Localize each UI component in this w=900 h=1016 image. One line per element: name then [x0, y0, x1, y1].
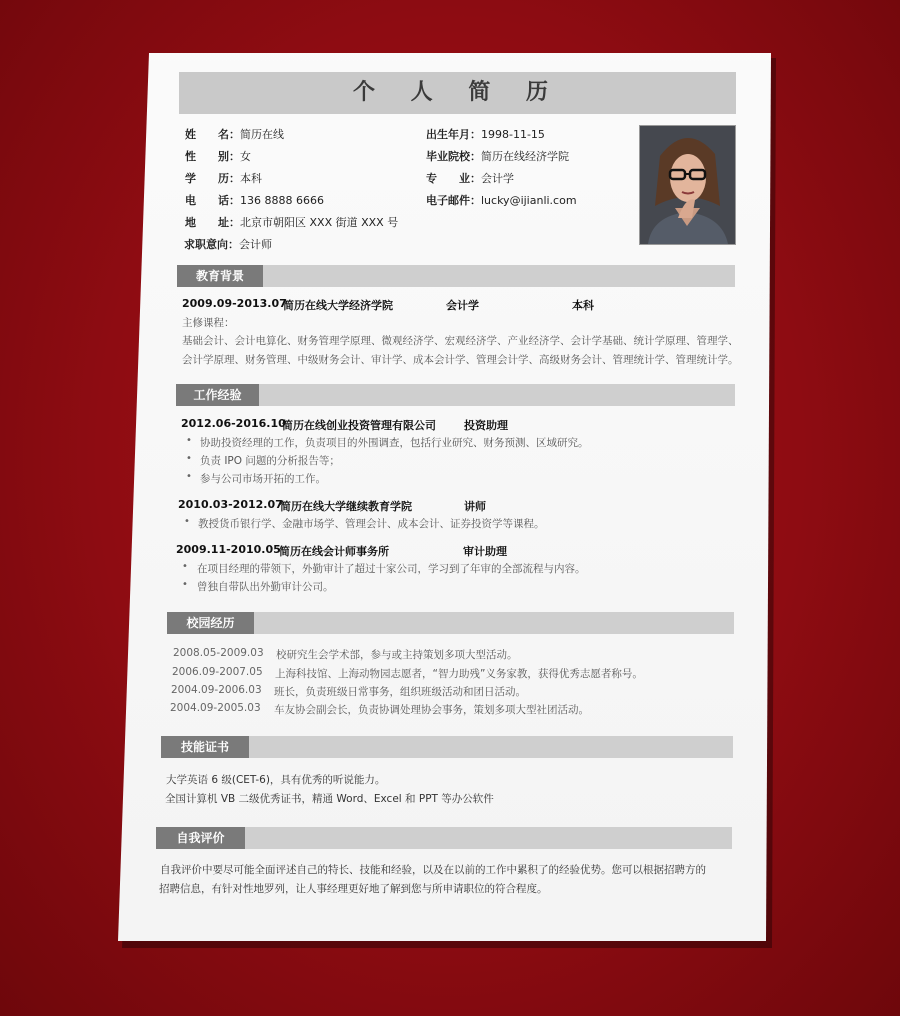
campus-period-3: 2004.09-2006.03	[171, 684, 262, 696]
section-title-campus: 校园经历	[167, 612, 254, 634]
label-birth: 出生年月：	[426, 128, 481, 141]
job3-role: 审计助理	[463, 545, 507, 558]
bullet-icon: •	[184, 516, 190, 527]
job2-period: 2010.03-2012.07	[178, 498, 283, 511]
label-degree: 学 历：	[185, 172, 240, 185]
self-line2: 招聘信息，有针对性地罗列，让人事经理更好地了解到您与所申请职位的符合程度。	[159, 883, 548, 895]
section-bar-work	[176, 384, 735, 406]
profile-photo	[639, 125, 736, 245]
section-title-work: 工作经验	[176, 384, 259, 406]
job2-item1: 教授货币银行学、金融市场学、管理会计、成本会计、证券投资学等课程。	[198, 518, 545, 530]
job1-item3: 参与公司市场开拓的工作。	[200, 473, 326, 485]
bullet-icon: •	[186, 471, 192, 482]
label-name: 姓 名：	[185, 128, 240, 141]
edu-courses-label: 主修课程：	[182, 317, 235, 329]
job1-company: 简历在线创业投资管理有限公司	[282, 419, 436, 432]
info-degree	[185, 170, 262, 186]
info-gender	[185, 148, 251, 164]
skills-line1: 大学英语 6 级(CET-6)，具有优秀的听说能力。	[166, 774, 386, 786]
job1-item2: 负责 IPO 问题的分析报告等；	[200, 455, 340, 467]
job3-period: 2009.11-2010.05	[176, 543, 281, 556]
label-phone: 电 话：	[185, 194, 240, 207]
info-name	[185, 126, 284, 142]
label-major: 专 业：	[426, 172, 481, 185]
page-title: 个 人 简 历	[353, 80, 562, 105]
info-school	[426, 148, 569, 164]
campus-desc-4: 车友协会副会长，负责协调处理协会事务，策划多项大型社团活动。	[274, 704, 589, 716]
campus-period-4: 2004.09-2005.03	[170, 702, 261, 714]
value-school: 简历在线经济学院	[481, 150, 569, 163]
info-intent	[184, 236, 272, 252]
job3-item2: 曾独自带队出外勤审计公司。	[197, 581, 334, 593]
edu-degree: 本科	[572, 299, 594, 312]
label-school: 毕业院校：	[426, 150, 481, 163]
job1-item1: 协助投资经理的工作，负责项目的外围调查，包括行业研究、财务预测、区域研究。	[200, 437, 589, 449]
bullet-icon: •	[186, 453, 192, 464]
label-address: 地 址：	[185, 216, 240, 229]
bullet-icon: •	[182, 579, 188, 590]
value-address: 北京市朝阳区 XXX 街道 XXX 号	[240, 216, 399, 229]
campus-period-2: 2006.09-2007.05	[172, 666, 263, 678]
job3-company: 简历在线会计师事务所	[279, 545, 389, 558]
campus-desc-3: 班长，负责班级日常事务，组织班级活动和团日活动。	[274, 686, 526, 698]
bullet-icon: •	[182, 561, 188, 572]
job2-role: 讲师	[464, 500, 486, 513]
value-birth: 1998-11-15	[481, 128, 545, 141]
section-title-skills: 技能证书	[161, 736, 249, 758]
value-phone: 136 8888 6666	[240, 194, 324, 207]
portrait-icon	[640, 126, 735, 244]
campus-desc-1: 校研究生会学术部，参与或主持策划多项大型活动。	[276, 649, 518, 661]
edu-courses-line2: 会计学原理、财务管理、中级财务会计、审计学、成本会计学、管理会计学、高级财务会计、管理统计学、管理统计学。	[182, 354, 739, 366]
info-email	[426, 192, 577, 208]
value-name: 简历在线	[240, 128, 284, 141]
job1-period: 2012.06-2016.10	[181, 417, 286, 430]
info-major	[426, 170, 514, 186]
campus-period-1: 2008.05-2009.03	[173, 647, 264, 659]
value-major: 会计学	[481, 172, 514, 185]
info-birth	[426, 126, 545, 142]
bullet-icon: •	[186, 435, 192, 446]
campus-desc-2: 上海科技馆、上海动物园志愿者，“智力助残”义务家教，获得优秀志愿者称号。	[275, 668, 643, 680]
label-intent: 求职意向：	[184, 238, 239, 251]
section-title-self: 自我评价	[156, 827, 245, 849]
edu-major: 会计学	[446, 299, 479, 312]
job3-item1: 在项目经理的带领下，外勤审计了超过十家公司，学习到了年审的全部流程与内容。	[197, 563, 586, 575]
edu-courses-line1: 基础会计、会计电算化、财务管理学原理、微观经济学、宏观经济学、产业经济学、会计学基础、统计学原理、管理学、	[182, 335, 739, 347]
value-gender: 女	[240, 150, 251, 163]
info-address	[185, 214, 398, 230]
job1-role: 投资助理	[464, 419, 508, 432]
label-gender: 性 别：	[185, 150, 240, 163]
job2-company: 简历在线大学继续教育学院	[280, 500, 412, 513]
edu-school: 简历在线大学经济学院	[283, 299, 393, 312]
label-email: 电子邮件：	[426, 194, 481, 207]
value-degree: 本科	[240, 172, 262, 185]
edu-period: 2009.09-2013.07	[182, 297, 287, 310]
skills-line2: 全国计算机 VB 二级优秀证书，精通 Word、Excel 和 PPT 等办公软件	[165, 793, 494, 805]
info-phone	[185, 192, 324, 208]
value-email: lucky@ijianli.com	[481, 194, 577, 207]
self-line1: 自我评价中要尽可能全面评述自己的特长、技能和经验，以及在以前的工作中累积了的经验优势。您可以根据招聘方的	[160, 864, 706, 876]
section-title-education: 教育背景	[177, 265, 263, 287]
value-intent: 会计师	[239, 238, 272, 251]
